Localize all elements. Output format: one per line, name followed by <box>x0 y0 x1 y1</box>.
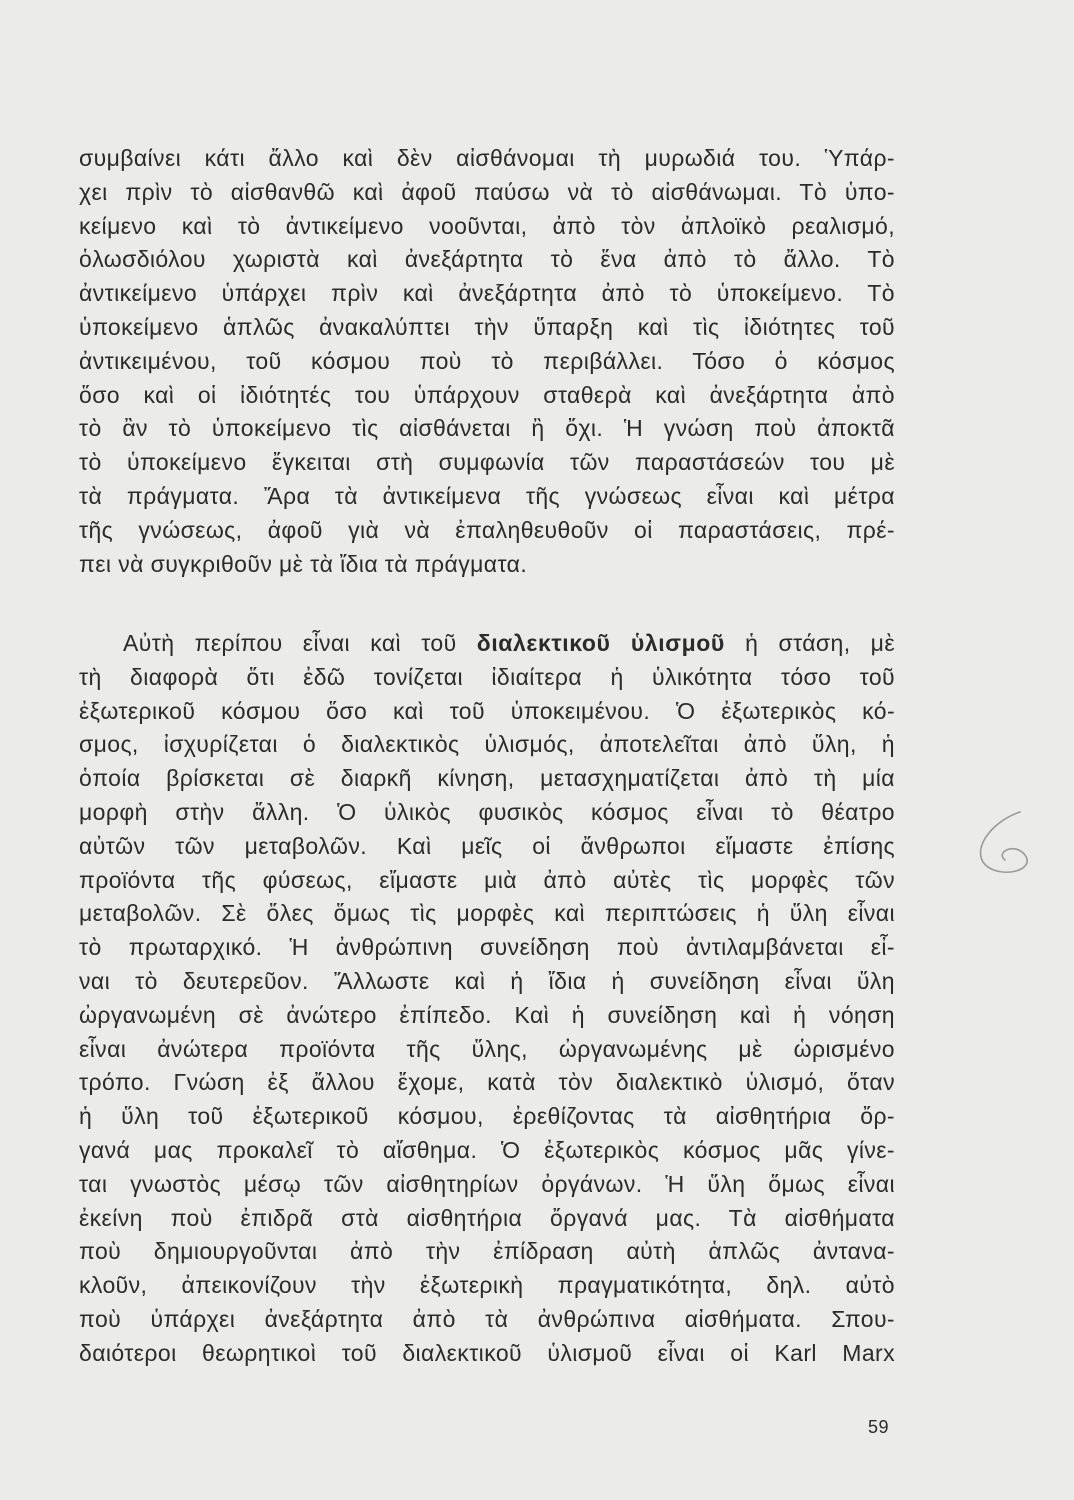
text-line: τρόπο. Γνώση ἐξ ἄλλου ἔχομε, κατὰ τὸν διαλεκτικὸ ὑλισμό, ὅταν <box>79 1069 895 1096</box>
text-line: ποὺ δημιουργοῦνται ἀπὸ τὴν ἐπίδραση αὐτὴ ἁπλῶς ἀντανα- <box>79 1238 895 1265</box>
bold-term: διαλεκτικοῦ ὑλισμοῦ <box>476 630 725 656</box>
text-line: ὁποία βρίσκεται σὲ διαρκῆ κίνηση, μετασχηματίζεται ἀπὸ τὴ μία <box>79 765 895 792</box>
text-line: τὸ ὑποκείμενο ἔγκειται στὴ συμφωνία τῶν παραστάσεών του μὲ <box>79 449 895 476</box>
text-line: ποὺ ὑπάρχει ἀνεξάρτητα ἀπὸ τὰ ἀνθρώπινα αἰσθήματα. Σπου- <box>79 1305 895 1332</box>
text-line: κλοῦν, ἀπεικονίζουν τὴν ἐξωτερικὴ πραγματικότητα, δηλ. αὐτὸ <box>79 1272 895 1299</box>
text-line: τὴ διαφορὰ ὅτι ἐδῶ τονίζεται ἰδιαίτερα ἡ ὑλικότητα τόσο τοῦ <box>79 663 895 690</box>
text-line: μορφὴ στὴν ἄλλη. Ὁ ὑλικὸς φυσικὸς κόσμος εἶναι τὸ θέατρο <box>79 798 895 825</box>
text-line: χει πρὶν τὸ αἰσθανθῶ καὶ ἀφοῦ παύσω νὰ τὸ αἰσθάνωμαι. Τὸ ὑπο- <box>79 178 895 205</box>
text-line: γανά μας προκαλεῖ τὸ αἴσθημα. Ὁ ἐξωτερικὸς κόσμος μᾶς γίνε- <box>79 1136 895 1163</box>
text-line: ὑποκείμενο ἁπλῶς ἀνακαλύπτει τὴν ὕπαρξη καὶ τὶς ἰδιότητες τοῦ <box>79 313 895 340</box>
text-line: τὸ πρωταρχικό. Ἡ ἀνθρώπινη συνείδηση ποὺ ἀντιλαμβάνεται εἶ- <box>79 934 895 961</box>
text-line: αὐτῶν τῶν μεταβολῶν. Καὶ μεῖς οἱ ἄνθρωποι εἴμαστε ἐπίσης <box>79 832 895 859</box>
paragraph-2 <box>79 627 895 1371</box>
text-line: ται γνωστὸς μέσῳ τῶν αἰσθητηρίων ὀργάνων. Ἡ ὕλη ὅμως εἶναι <box>79 1170 895 1197</box>
text-line: ἀντικείμενο ὑπάρχει πρὶν καὶ ἀνεξάρτητα ἀπὸ τὸ ὑποκείμενο. Τὸ <box>79 280 895 307</box>
text-line: ἡ ὕλη τοῦ ἐξωτερικοῦ κόσμου, ἐρεθίζοντας τὰ αἰσθητήρια ὄρ- <box>79 1103 895 1130</box>
text-line: ὠργανωμένη σὲ ἀνώτερο ἐπίπεδο. Καὶ ἡ συνείδηση καὶ ἡ νόηση <box>79 1001 895 1028</box>
text-line: κείμενο καὶ τὸ ἀντικείμενο νοοῦνται, ἀπὸ τὸν ἀπλοϊκὸ ρεαλισμό, <box>79 212 895 239</box>
text-run: ἡ στάση, μὲ <box>724 630 895 656</box>
text-line: σμος, ἰσχυρίζεται ὁ διαλεκτικὸς ὑλισμός, ἀποτελεῖται ἀπὸ ὕλη, ἡ <box>79 731 895 758</box>
text-line: τὰ πράγματα. Ἄρα τὰ ἀντικείμενα τῆς γνώσεως εἶναι καὶ μέτρα <box>79 482 895 509</box>
text-line: εἶναι ἀνώτερα προϊόντα τῆς ὕλης, ὠργανωμένης μὲ ὡρισμένο <box>79 1035 895 1062</box>
text-line: ναι τὸ δευτερεῦον. Ἄλλωστε καὶ ἡ ἴδια ἡ συνείδηση εἶναι ὕλη <box>79 967 895 994</box>
text-line: ἀντικειμένου, τοῦ κόσμου ποὺ τὸ περιβάλλει. Τόσο ὁ κόσμος <box>79 347 895 374</box>
text-line: ὅσο καὶ οἱ ἰδιότητές του ὑπάρχουν σταθερὰ καὶ ἀνεξάρτητα ἀπὸ <box>79 381 895 408</box>
paragraph-1 <box>79 142 895 581</box>
text-line: τῆς γνώσεως, ἀφοῦ γιὰ νὰ ἐπαληθευθοῦν οἱ παραστάσεις, πρέ- <box>79 516 895 543</box>
text-line-first <box>79 627 895 661</box>
text-line: ὁλωσδιόλου χωριστὰ καὶ ἀνεξάρτητα τὸ ἕνα ἀπὸ τὸ ἄλλο. Τὸ <box>79 246 895 273</box>
text-line-last: πει νὰ συγκριθοῦν μὲ τὰ ἴδια τὰ πράγματα. <box>79 550 528 577</box>
text-line: ἐκείνη ποὺ ἐπιδρᾶ στὰ αἰσθητήρια ὄργανά μας. Τὰ αἰσθήματα <box>79 1204 895 1231</box>
page-number: 59 <box>868 1417 890 1437</box>
text-line: προϊόντα τῆς φύσεως, εἴμαστε μιὰ ἀπὸ αὐτὲς τὶς μορφὲς τῶν <box>79 866 895 893</box>
text-line: μεταβολῶν. Σὲ ὅλες ὅμως τὶς μορφὲς καὶ περιπτώσεις ἡ ὕλη εἶναι <box>79 900 895 927</box>
text-run: Αὐτὴ περίπου εἶναι καὶ τοῦ <box>123 630 477 656</box>
text-line: ἐξωτερικοῦ κόσμου ὅσο καὶ τοῦ ὑποκειμένου. Ὁ ἐξωτερικὸς κό- <box>79 697 895 724</box>
text-line: τὸ ἂν τὸ ὑποκείμενο τὶς αἰσθάνεται ἢ ὄχι. Ἡ γνώση ποὺ ἀποκτᾶ <box>79 415 895 442</box>
pencil-mark <box>965 800 1055 890</box>
text-line: δαιότεροι θεωρητικοὶ τοῦ διαλεκτικοῦ ὑλισμοῦ εἶναι οἱ Karl Marx <box>79 1339 895 1366</box>
text-line: συμβαίνει κάτι ἄλλο καὶ δὲν αἰσθάνομαι τὴ μυρωδιά του. Ὑπάρ- <box>79 145 895 171</box>
